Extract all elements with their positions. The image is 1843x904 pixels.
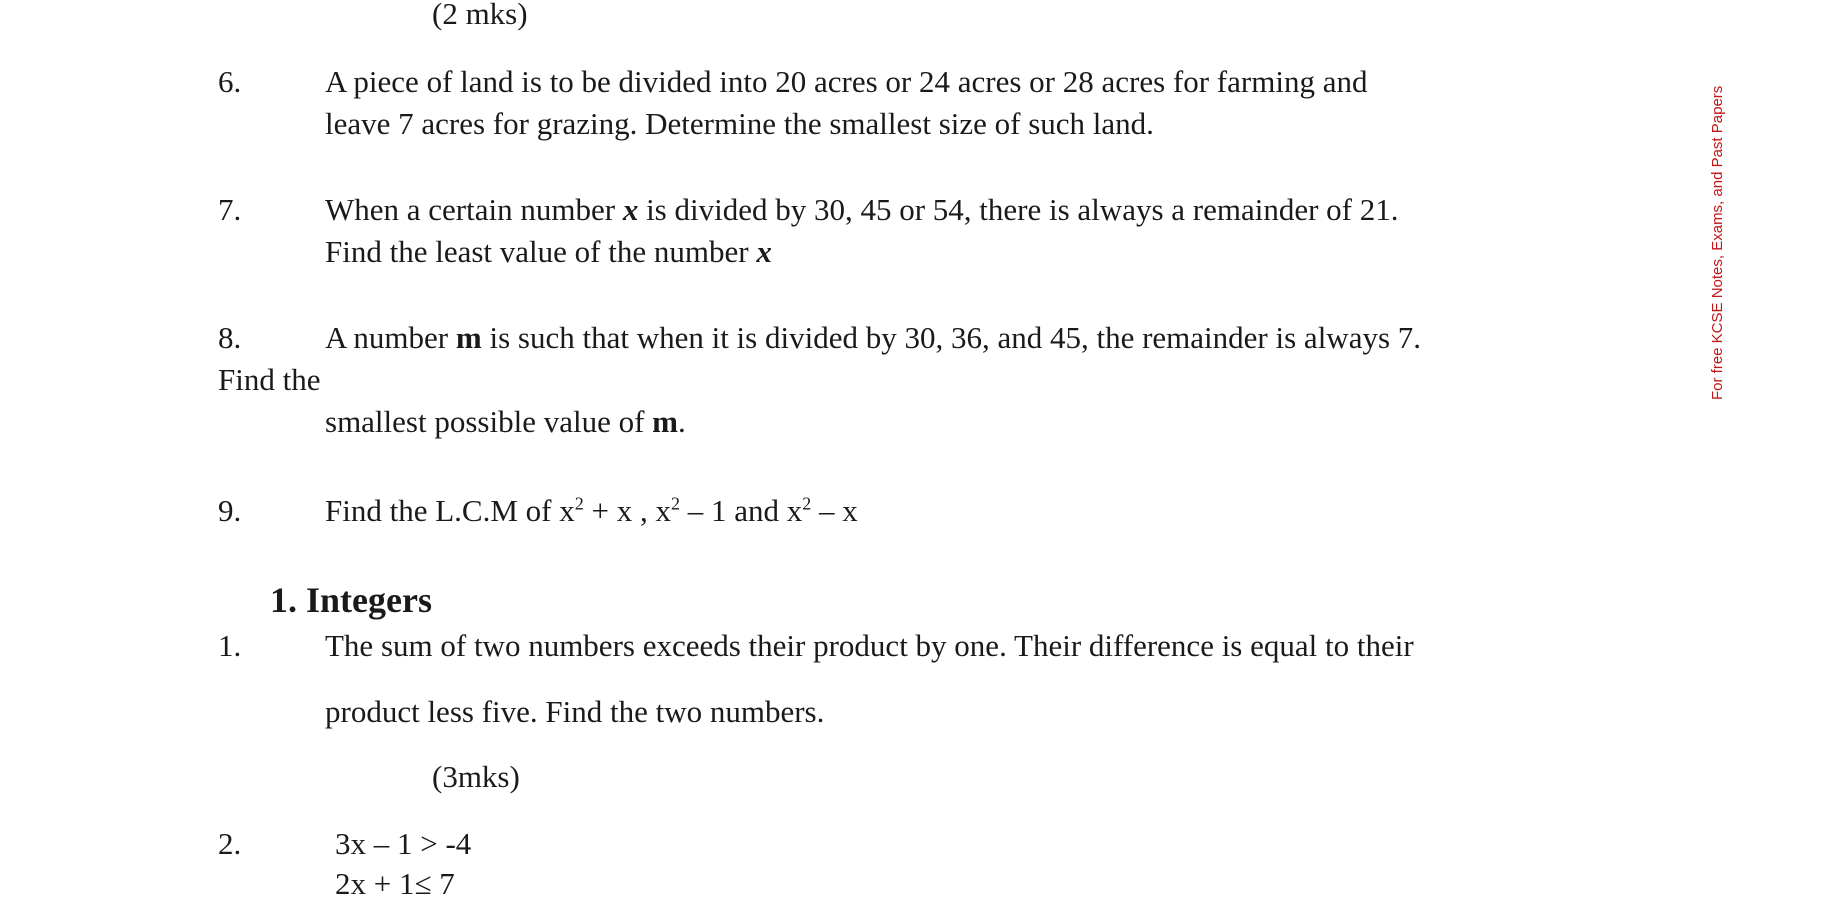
question-8-line-2: Find the — [218, 362, 321, 397]
question-8-text-cont: is such that when it is divided by 30, 36, and 45, the remainder is always 7. — [481, 320, 1422, 355]
question-6-line-2: leave 7 acres for grazing. Determine the smallest size of such land. — [325, 106, 1154, 141]
question-8-line-3 — [325, 402, 686, 442]
integers-item-1-line-2: product less five. Find the two numbers. — [325, 694, 825, 729]
question-9-text-b: + x , x — [583, 493, 671, 528]
question-8-period: . — [678, 404, 686, 439]
integers-item-1-number: 1. — [218, 628, 242, 663]
question-6-number: 6. — [218, 64, 242, 99]
question-7-line-1 — [325, 190, 1399, 230]
question-9-number: 9. — [218, 493, 242, 528]
inequality-2: 2x + 1≤ 7 — [335, 866, 455, 901]
question-7-number: 7. — [218, 192, 242, 227]
question-7-text: When a certain number — [325, 192, 623, 227]
sidebar-watermark — [1700, 0, 1740, 420]
question-9-line — [325, 491, 858, 531]
question-7-line-2 — [325, 232, 772, 272]
question-7-text-2: Find the least value of the number — [325, 234, 757, 269]
question-8-line-1 — [325, 318, 1421, 358]
question-9-text-c: – 1 and x — [679, 493, 803, 528]
question-8-number: 8. — [218, 320, 242, 355]
integers-item-1-marks: (3mks) — [432, 759, 520, 794]
question-7-text-cont: is divided by 30, 45 or 54, there is always a remainder of 21. — [638, 192, 1399, 227]
integers-item-1-line-1: The sum of two numbers exceeds their product by one. Their difference is equal to their — [325, 628, 1414, 663]
inequality-1: 3x – 1 > -4 — [335, 826, 472, 861]
integers-item-2-number: 2. — [218, 826, 242, 861]
question-9-text-d: – x — [811, 493, 858, 528]
variable-x: x — [622, 192, 639, 227]
marks-label: (2 mks) — [432, 0, 528, 31]
variable-m-2: m — [652, 404, 678, 439]
question-8-text-3: smallest possible value of — [325, 404, 653, 439]
exponent-3: 2 — [802, 493, 812, 514]
sidebar-watermark-text: For free KCSE Notes, Exams, and Past Papers — [1709, 85, 1726, 400]
question-8-text: A number — [325, 320, 456, 355]
section-heading: 1. Integers — [270, 580, 432, 620]
variable-m: m — [455, 320, 482, 355]
variable-x-2: x — [756, 234, 772, 269]
question-6-line-1: A piece of land is to be divided into 20 acres or 24 acres or 28 acres for farming and — [325, 64, 1368, 99]
question-9-text-a: Find the L.C.M of x — [325, 493, 575, 528]
exponent-2: 2 — [670, 493, 680, 514]
exponent-1: 2 — [574, 493, 584, 514]
